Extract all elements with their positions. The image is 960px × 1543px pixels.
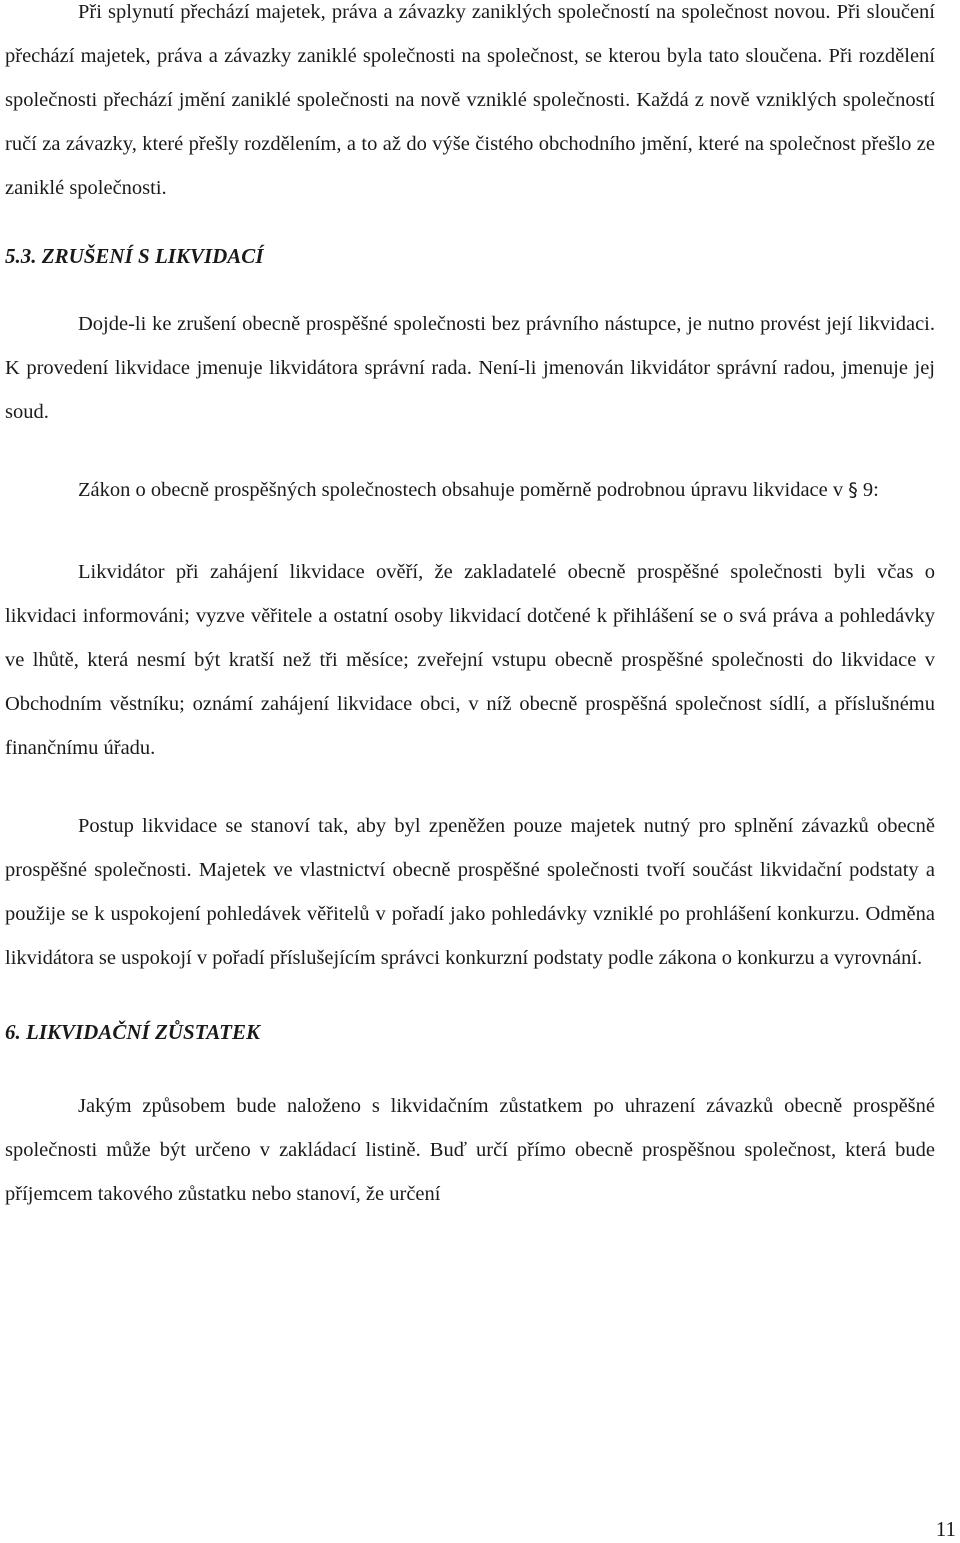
section-heading-liquidation: 5.3. ZRUŠENÍ S LIKVIDACÍ	[5, 244, 264, 268]
paragraph-dissolution: Dojde-li ke zrušení obecně prospěšné společnosti bez právního nástupce, je nutno provést její likvidaci. K provedení likvidace jmenuje likvidátora správní rada. Není-li jmenován likvidátor správní radou, jmenuje jej soud.	[5, 313, 935, 423]
spacer	[5, 770, 935, 798]
law-reference-end: 9:	[857, 479, 879, 501]
paragraph-mergers: Při splynutí přechází majetek, práva a závazky zaniklých společností na společnost novou. Při sloučení přechází majetek, práva a závazky zaniklé společnosti na společnost, se kterou byla tato sloučena. Při rozdělení společnosti přechází jmění zaniklé společnosti na nově vzniklé společnosti. Každá z nově vzniklých společností ručí za závazky, které přešly rozdělením, a to až do výše čistého obchodního jmění, které na společnost přešlo ze zaniklé společnosti.	[5, 1, 935, 199]
section-sign: §	[848, 479, 858, 501]
paragraph-liquidation-procedure: Postup likvidace se stanoví tak, aby byl zpeněžen pouze majetek nutný pro splnění závazků obecně prospěšné společnosti. Majetek ve vlastnictví obecně prospěšné společnosti tvoří součást likvidační podstaty a použije se k uspokojení pohledávek věřitelů v pořadí jako pohledávky vzniklé po prohlášení konkurzu. Odměna likvidátora se uspokojí v pořadí příslušejícím správci konkurzní podstaty podle zákona o konkurzu a vyrovnání.	[5, 815, 935, 969]
law-reference-text: Zákon o obecně prospěšných společnostech obsahuje poměrně podrobnou úpravu likvidace v	[78, 479, 849, 501]
spacer	[5, 980, 935, 1008]
spacer	[5, 1054, 935, 1082]
paragraph-liquidator-duties: Likvidátor při zahájení likvidace ověří, že zakladatelé obecně prospěšné společnosti byli včas o likvidaci informováni; vyzve věřitele a ostatní osoby likvidací dotčené k přihlášení se o svá práva a pohledávky ve lhůtě, která nesmí být kratší než tři měsíce; zveřejní vstupu obecně prospěšné společnosti do likvidace v Obchodním věstníku; oznámí zahájení likvidace obci, v níž obecně prospěšná společnost sídlí, a příslušnému finančnímu úřadu.	[5, 561, 935, 759]
page-number: 11	[935, 1517, 956, 1541]
document-page	[5, 0, 935, 1216]
paragraph-law-reference	[5, 468, 935, 512]
spacer	[5, 512, 935, 548]
section-heading-residue: 6. LIKVIDAČNÍ ZŮSTATEK	[5, 1020, 260, 1044]
paragraph-residue: Jakým způsobem bude naloženo s likvidačním zůstatkem po uhrazení závazků obecně prospěšné společnosti může být určeno v zakládací listině. Buď určí přímo obecně prospěšnou společnost, která bude příjemcem takového zůstatku nebo stanoví, že určení	[5, 1095, 935, 1205]
spacer	[5, 434, 935, 462]
